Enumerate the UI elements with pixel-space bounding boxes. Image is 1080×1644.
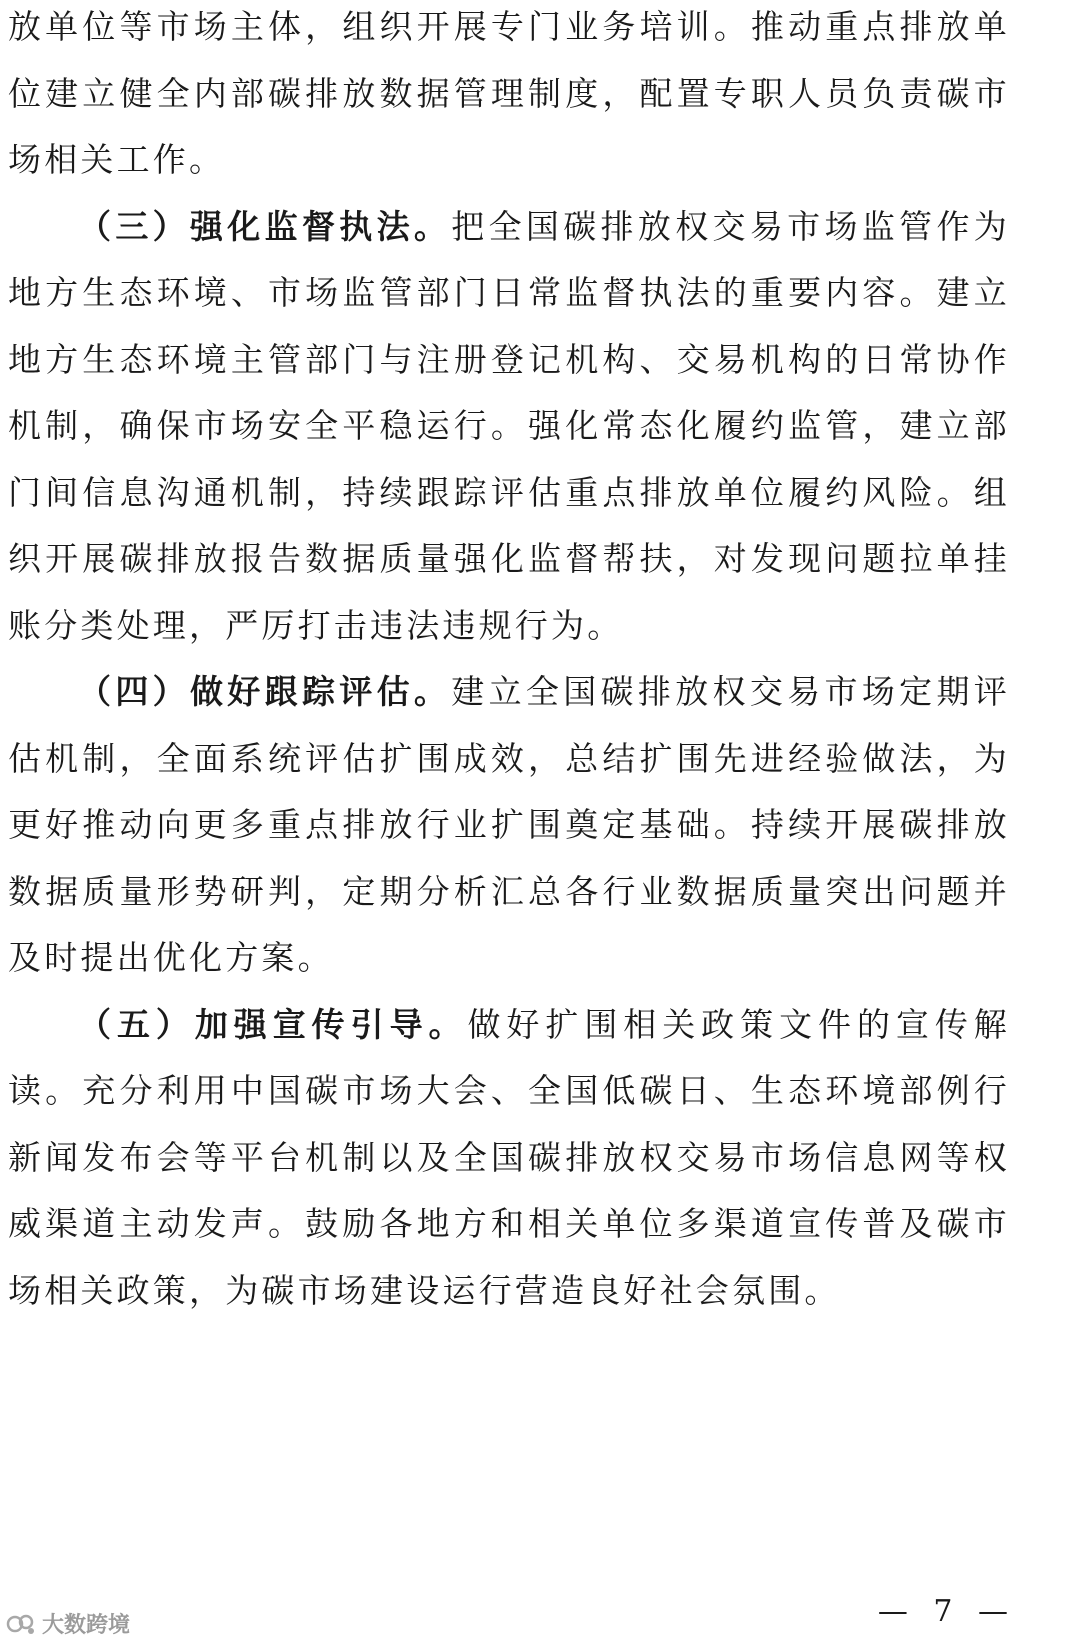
watermark <box>6 1608 130 1639</box>
page-number: — 7 — <box>877 1594 1016 1629</box>
section-heading: （三）强化监督执法。 <box>78 206 452 246</box>
paragraph-section-4 <box>8 659 1010 992</box>
section-heading: （四）做好跟踪评估。 <box>78 672 452 711</box>
watermark-text: 大数跨境 <box>42 1613 131 1638</box>
paragraph-text: 放单位等市场主体，组织开展专门业务培训。推动重点排放单位建立健全内部碳排放数据管理制度，配置专职人员负责碳市场相关工作。 <box>8 7 1010 179</box>
paragraph-section-3 <box>8 194 1010 660</box>
document-body <box>8 0 1010 1324</box>
paragraph-continued <box>8 0 1010 194</box>
watermark-logo-icon <box>6 1611 36 1637</box>
paragraph-text: 把全国碳排放权交易市场监管作为地方生态环境、市场监管部门日常监督执法的重要内容。建立地方生态环境主管部门与注册登记机构、交易机构的日常协作机制，确保市场安全平稳运行。强化常态化履约监管，建立部门间信息沟通机制，持续跟踪评估重点排放单位履约风险。组织开展碳排放报告数据质量强化监督帮扶，对发现问题拉单挂账分类处理，严厉打击违法违规行为。 <box>8 206 1010 645</box>
section-heading: （五）加强宣传引导。 <box>78 1004 468 1044</box>
paragraph-text: 做好扩围相关政策文件的宣传解读。充分利用中国碳市场大会、全国低碳日、生态环境部例行新闻发布会等平台机制以及全国碳排放权交易市场信息网等权威渠道主动发声。鼓励各地方和相关单位多渠道宣传普及碳市场相关政策，为碳市场建设运行营造良好社会氛围。 <box>8 1004 1010 1310</box>
paragraph-section-5 <box>8 992 1010 1325</box>
paragraph-text: 建立全国碳排放权交易市场定期评估机制，全面系统评估扩围成效，总结扩围先进经验做法，为更好推动向更多重点排放行业扩围奠定基础。持续开展碳排放数据质量形势研判，定期分析汇总各行业数据质量突出问题并及时提出优化方案。 <box>8 672 1010 977</box>
